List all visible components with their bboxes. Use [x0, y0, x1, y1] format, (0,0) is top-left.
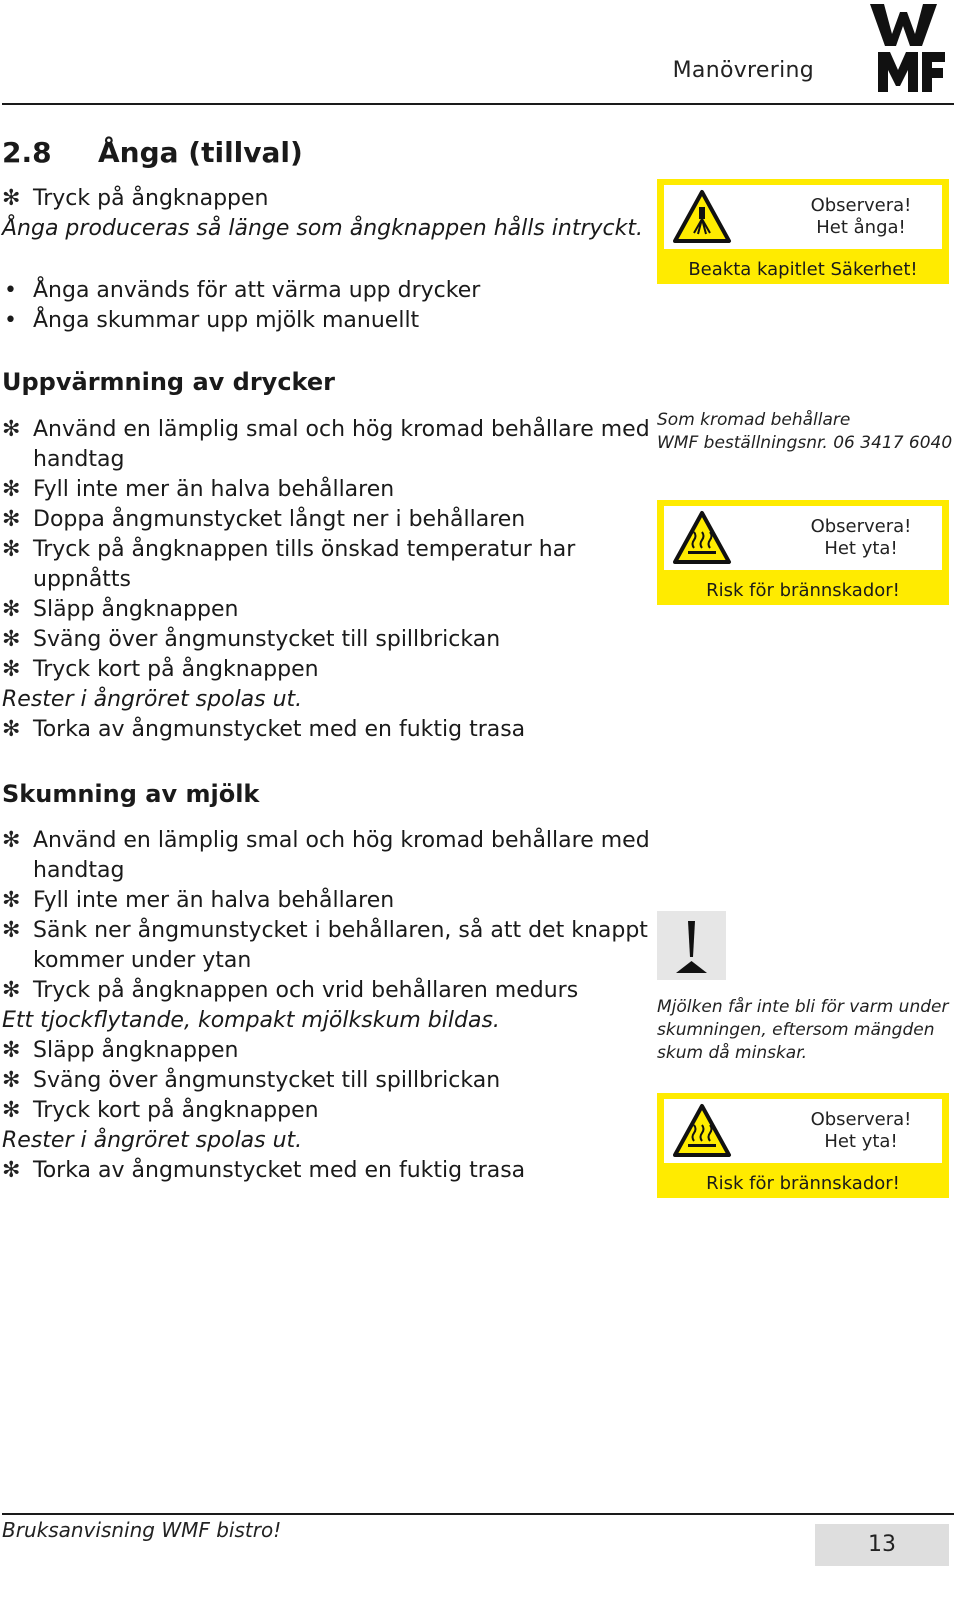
list-item-continued: handtag — [33, 858, 125, 883]
list-item: ✻ Torka av ångmunstycket med en fuktig trasa — [2, 715, 650, 745]
footer-text: Bruksanvisning WMF bistro! — [2, 1518, 282, 1542]
foaming-heading: Skumning av mjölk — [2, 780, 260, 808]
step-marker-icon: ✻ — [2, 537, 21, 562]
section-number: 2.8 — [2, 136, 52, 169]
heating-steps — [2, 415, 650, 745]
step-marker-icon: ✻ — [2, 1038, 21, 1063]
bullet-icon: • — [4, 308, 17, 333]
list-item: ✻ Fyll inte mer än halva behållaren — [2, 475, 650, 505]
list-item: ✻ Sänk ner ångmunstycket i behållaren, så att det knappt — [2, 916, 650, 946]
attention-box — [657, 911, 726, 980]
page-number-box — [815, 1524, 949, 1566]
list-item: ✻ Tryck kort på ångknappen — [2, 1096, 650, 1126]
step-marker-icon: ✻ — [2, 627, 21, 652]
hot-surface-warning-icon — [672, 510, 732, 566]
step-marker-icon: ✻ — [2, 597, 21, 622]
list-item: ✻ Släpp ångknappen — [2, 1036, 650, 1066]
step-marker-icon: ✻ — [2, 657, 21, 682]
warning-box-hot-surface — [657, 500, 949, 605]
warning-box-steam — [657, 179, 949, 284]
list-item: ✻ Använd en lämplig smal och hög kromad behållare med — [2, 415, 650, 445]
list-item-continued: uppnåtts — [33, 567, 132, 592]
warning-text: Observera! Het yta! — [810, 516, 912, 559]
intro-note: Ånga produceras så länge som ångknappen hålls intryckt. — [2, 216, 643, 241]
step-marker-icon: ✻ — [2, 507, 21, 532]
bullet-icon: • — [4, 278, 17, 303]
intro-block — [2, 184, 643, 336]
list-item: ✻ Använd en lämplig smal och hög kromad behållare med — [2, 826, 650, 856]
step-marker-icon: ✻ — [2, 1158, 21, 1183]
list-item-continued: handtag — [33, 447, 125, 472]
list-item-continued: kommer under ytan — [33, 948, 252, 973]
section-title: Ånga (tillval) — [98, 136, 303, 169]
list-item: ✻ Sväng över ångmunstycket till spillbrickan — [2, 1066, 650, 1096]
list-item: ✻ Fyll inte mer än halva behållaren — [2, 886, 650, 916]
warning-footer: Beakta kapitlet Säkerhet! — [688, 259, 918, 280]
step-marker-icon: ✻ — [2, 918, 21, 943]
step-marker-icon: ✻ — [2, 186, 21, 211]
list-item: ✻ Släpp ångknappen — [2, 595, 650, 625]
page-number: 13 — [868, 1532, 896, 1557]
step-marker-icon: ✻ — [2, 1068, 21, 1093]
wmf-logo — [870, 4, 945, 94]
exclamation-icon — [657, 911, 726, 980]
list-item: ✻ Tryck på ångknappen och vrid behållaren medurs — [2, 976, 650, 1006]
list-item: ✻ Tryck kort på ångknappen — [2, 655, 650, 685]
warning-box-hot-surface — [657, 1093, 949, 1198]
side-note-container: Mjölken får inte bli för varm under skumningen, eftersom mängden skum då minskar. — [657, 997, 949, 1063]
header-title: Manövrering — [672, 58, 814, 83]
list-item: • Ånga används för att värma upp drycker — [2, 276, 643, 306]
list-item: • Ånga skummar upp mjölk manuellt — [2, 306, 643, 336]
step-marker-icon: ✻ — [2, 978, 21, 1003]
side-note-container: Som kromad behållare WMF beställningsnr. 06 3417 6040 — [657, 410, 953, 453]
step-marker-icon: ✻ — [2, 1098, 21, 1123]
list-item: ✻ Doppa ångmunstycket långt ner i behållaren — [2, 505, 650, 535]
hot-surface-warning-icon — [672, 1103, 732, 1159]
header-divider — [2, 103, 954, 105]
foaming-note: Rester i ångröret spolas ut. — [2, 1128, 303, 1153]
list-item: ✻ Torka av ångmunstycket med en fuktig trasa — [2, 1156, 650, 1186]
step-marker-icon: ✻ — [2, 417, 21, 442]
hot-steam-warning-icon — [672, 189, 732, 245]
step-marker-icon: ✻ — [2, 477, 21, 502]
list-item: ✻ Tryck på ångknappen tills önskad temperatur har — [2, 535, 650, 565]
list-item: ✻ Sväng över ångmunstycket till spillbrickan — [2, 625, 650, 655]
step-marker-icon: ✻ — [2, 828, 21, 853]
warning-footer: Risk för brännskador! — [706, 1173, 900, 1194]
step-marker-icon: ✻ — [2, 888, 21, 913]
step-marker-icon: ✻ — [2, 717, 21, 742]
warning-footer: Risk för brännskador! — [706, 580, 900, 601]
foaming-steps — [2, 826, 650, 1186]
warning-text: Observera! Het ånga! — [810, 195, 912, 238]
footer-divider — [2, 1513, 954, 1515]
intro-bullets — [2, 276, 643, 336]
heating-note: Rester i ångröret spolas ut. — [2, 687, 303, 712]
foaming-note: Ett tjockflytande, kompakt mjölkskum bildas. — [2, 1008, 500, 1033]
intro-step: ✻ Tryck på ångknappen — [2, 184, 643, 214]
warning-text: Observera! Het yta! — [810, 1109, 912, 1152]
heating-heading: Uppvärmning av drycker — [2, 368, 335, 396]
